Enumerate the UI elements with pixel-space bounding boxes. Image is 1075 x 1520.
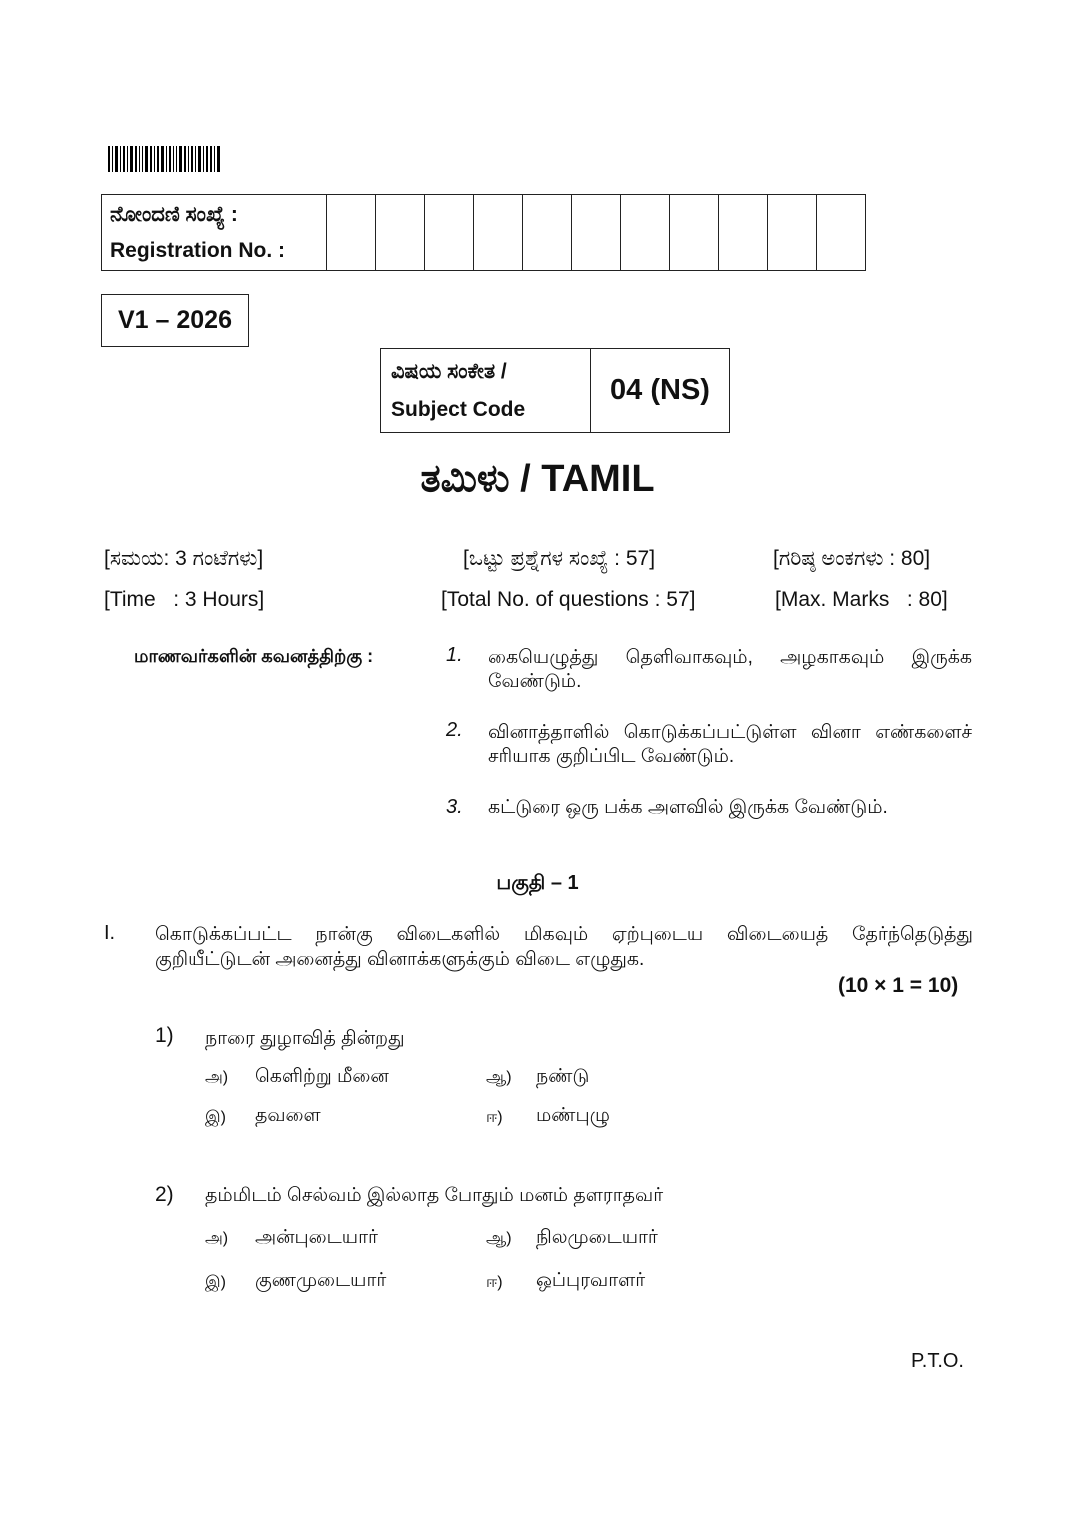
option-label: அ) [205, 1230, 229, 1247]
option-label: ஆ) [486, 1069, 512, 1086]
marks-english: [Max. Marks : 80] [775, 588, 948, 611]
registration-digit-box[interactable] [425, 195, 474, 271]
registration-digit-box[interactable] [719, 195, 768, 271]
question-text: நாரை துழாவித் தின்றது [205, 1028, 405, 1049]
questions-kannada: [ಒಟ್ಟು ಪ್ರಶ್ನೆಗಳ ಸಂಖ್ಯೆ : 57] [463, 547, 656, 570]
registration-digit-box[interactable] [768, 195, 817, 271]
questions-english: [Total No. of questions : 57] [441, 588, 696, 611]
registration-table [101, 194, 866, 271]
option-label: இ) [205, 1109, 226, 1126]
instruction-number: 2. [446, 719, 463, 741]
registration-digit-box[interactable] [621, 195, 670, 271]
registration-digit-box[interactable] [376, 195, 425, 271]
subject-code-table [380, 348, 730, 433]
instruction-number: 3. [446, 796, 463, 818]
part-number: I. [104, 922, 116, 944]
question-number: 2) [155, 1183, 174, 1206]
subject-code-label-kannada: ವಿಷಯ ಸಂಕೇತ / [391, 359, 507, 383]
section-heading: பகுதி – 1 [496, 872, 579, 894]
paper-title: ತಮಿಳು / TAMIL [420, 458, 655, 500]
time-kannada: [ಸಮಯ: 3 ಗಂಟೆಗಳು] [104, 547, 264, 570]
instruction-text: வினாத்தாளில் கொடுக்கப்பட்டுள்ள வினா எண்களைச் சரியாக குறிப்பிட வேண்டும். [488, 722, 972, 767]
option-label: அ) [205, 1069, 229, 1086]
version-box: V1 – 2026 [101, 294, 249, 347]
option-text: குணமுடையார் [255, 1270, 387, 1291]
option-label: ஆ) [486, 1230, 512, 1247]
option-text: கெளிற்று மீனை [255, 1066, 389, 1087]
registration-label [102, 195, 327, 271]
part-marks: (10 × 1 = 10) [838, 974, 959, 997]
registration-digit-box[interactable] [670, 195, 719, 271]
subject-code-value: 04 (NS) [591, 349, 730, 433]
question-number: 1) [155, 1024, 174, 1047]
instructions-label: மாணவர்களின் கவனத்திற்கு : [134, 646, 374, 666]
registration-label-kannada: ನೋಂದಣಿ ಸಂಖ್ಯೆ : [110, 202, 238, 226]
registration-digit-box[interactable] [327, 195, 376, 271]
option-text: நிலமுடையார் [536, 1227, 658, 1248]
part-instruction: கொடுக்கப்பட்ட நான்கு விடைகளில் மிகவும் ஏற்புடைய விடையைத் தேர்ந்தெடுத்து குறியீட்டுடன் அனைத்து வினாக்களுக்கும் விடை எழுதுக. [155, 924, 973, 970]
option-label: ஈ) [486, 1109, 503, 1126]
instruction-number: 1. [446, 644, 463, 666]
option-text: ஒப்புரவாளர் [536, 1270, 646, 1291]
option-label: ஈ) [486, 1274, 503, 1291]
instruction-text: கையெழுத்து தெளிவாகவும், அழகாகவும் இருக்க வேண்டும். [488, 647, 972, 692]
instruction-text: கட்டுரை ஒரு பக்க அளவில் இருக்க வேண்டும். [488, 797, 888, 818]
registration-digit-box[interactable] [572, 195, 621, 271]
question-text: தம்மிடம் செல்வம் இல்லாத போதும் மனம் தளராதவர் [205, 1185, 664, 1206]
subject-code-label-english: Subject Code [391, 397, 526, 421]
option-text: அன்புடையார் [255, 1227, 378, 1248]
barcode [108, 146, 248, 172]
marks-kannada: [ಗರಿಷ್ಠ ಅಂಕಗಳು : 80] [773, 547, 931, 570]
pto-label: P.T.O. [911, 1350, 964, 1372]
subject-code-label [381, 349, 591, 433]
registration-digit-box[interactable] [817, 195, 866, 271]
option-text: நண்டு [536, 1066, 590, 1087]
time-english: [Time : 3 Hours] [104, 588, 265, 611]
option-label: இ) [205, 1274, 226, 1291]
registration-digit-box[interactable] [474, 195, 523, 271]
registration-digit-box[interactable] [523, 195, 572, 271]
registration-label-english: Registration No. : [110, 238, 286, 262]
option-text: மண்புழு [536, 1105, 610, 1126]
option-text: தவளை [255, 1105, 321, 1126]
